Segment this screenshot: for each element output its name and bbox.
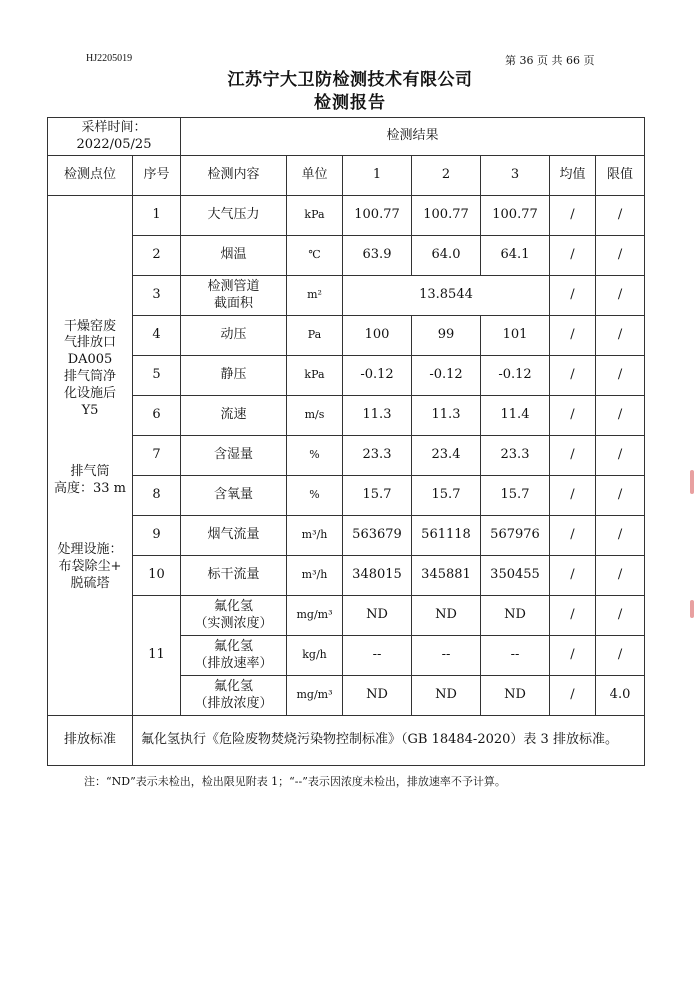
value-run2: -0.12: [412, 356, 481, 396]
value-run3: 350455: [481, 556, 550, 596]
page-number: 第 36 页 共 66 页: [505, 54, 595, 67]
report-title: 检测报告: [314, 93, 386, 113]
value-run2: 15.7: [412, 476, 481, 516]
item-name: 流速: [181, 396, 287, 436]
location-cell: [48, 196, 133, 716]
unit: ℃: [287, 236, 343, 276]
sampling-date: 2022/05/25: [76, 136, 152, 152]
value-run1: 100: [343, 316, 412, 356]
value-run1: 63.9: [343, 236, 412, 276]
value-run2: 11.3: [412, 396, 481, 436]
col-header-no: 序号: [133, 156, 181, 196]
average: /: [550, 596, 596, 636]
row-number: 11: [133, 596, 181, 716]
limit: /: [596, 556, 645, 596]
value-run2: 345881: [412, 556, 481, 596]
col-header-location: 检测点位: [48, 156, 133, 196]
limit: /: [596, 236, 645, 276]
average: /: [550, 396, 596, 436]
col-header-limit: 限值: [596, 156, 645, 196]
limit: /: [596, 196, 645, 236]
table-row: [48, 476, 645, 516]
value-run1: ND: [343, 596, 412, 636]
value-run2: ND: [412, 676, 481, 716]
limit: /: [596, 476, 645, 516]
treatment-facility: 处理设施： 布袋除尘+ 脱硫塔: [57, 541, 123, 591]
scan-mark: [690, 600, 694, 618]
average: /: [550, 436, 596, 476]
limit: /: [596, 636, 645, 676]
col-header-item: 检测内容: [181, 156, 287, 196]
value-run3: ND: [481, 676, 550, 716]
value-run1: --: [343, 636, 412, 676]
item-name: 检测管道 截面积: [181, 276, 287, 316]
value-run3: 100.77: [481, 196, 550, 236]
value-run2: 99: [412, 316, 481, 356]
unit: kPa: [287, 196, 343, 236]
value-run1: 563679: [343, 516, 412, 556]
results-label: 检测结果: [181, 118, 645, 156]
unit: m³/h: [287, 556, 343, 596]
average: /: [550, 516, 596, 556]
value-run1: 15.7: [343, 476, 412, 516]
row-number: 4: [133, 316, 181, 356]
item-name: 动压: [181, 316, 287, 356]
limit: /: [596, 596, 645, 636]
row-number: 9: [133, 516, 181, 556]
table-row: [48, 396, 645, 436]
standard-row: [48, 716, 645, 766]
col-header-unit: 单位: [287, 156, 343, 196]
row-number: 3: [133, 276, 181, 316]
average: /: [550, 676, 596, 716]
unit: mg/m³: [287, 676, 343, 716]
item-name: 含湿量: [181, 436, 287, 476]
row-number: 1: [133, 196, 181, 236]
value-run2: 100.77: [412, 196, 481, 236]
value-run2: --: [412, 636, 481, 676]
average: /: [550, 236, 596, 276]
sampling-time-cell: [48, 118, 181, 156]
value-run2: ND: [412, 596, 481, 636]
table-row: [48, 276, 645, 316]
value-run1: -0.12: [343, 356, 412, 396]
footnote: 注：“ND”表示未检出，检出限见附表 1；“--”表示因浓度未检出，排放速率不予计算。: [84, 775, 506, 788]
item-name: 大气压力: [181, 196, 287, 236]
stack-height: 排气筒 高度：33 m: [53, 463, 126, 496]
average: /: [550, 196, 596, 236]
value-run2: 561118: [412, 516, 481, 556]
sampling-time-label: 采样时间：: [81, 119, 147, 135]
column-header-row: [48, 156, 645, 196]
table-row: [48, 356, 645, 396]
limit: /: [596, 316, 645, 356]
col-header-average: 均值: [550, 156, 596, 196]
average: /: [550, 476, 596, 516]
item-name: 氟化氢 （排放浓度）: [181, 676, 287, 716]
row-number: 5: [133, 356, 181, 396]
unit: %: [287, 476, 343, 516]
table-row: [48, 196, 645, 236]
col-header-run1: 1: [343, 156, 412, 196]
value-run3: --: [481, 636, 550, 676]
limit: /: [596, 276, 645, 316]
value-run3: 11.4: [481, 396, 550, 436]
header-row-sampling: [48, 118, 645, 156]
table-row: [48, 316, 645, 356]
limit: /: [596, 436, 645, 476]
company-title: 江苏宁大卫防检测技术有限公司: [227, 70, 473, 90]
item-name: 氟化氢 （排放速率）: [181, 636, 287, 676]
value-run2: 64.0: [412, 236, 481, 276]
standard-label: 排放标准: [48, 716, 133, 766]
item-name: 静压: [181, 356, 287, 396]
limit: /: [596, 396, 645, 436]
row-number: 2: [133, 236, 181, 276]
value-run3: 23.3: [481, 436, 550, 476]
unit: %: [287, 436, 343, 476]
table-row: [48, 236, 645, 276]
unit: kg/h: [287, 636, 343, 676]
col-header-run3: 3: [481, 156, 550, 196]
unit: m²: [287, 276, 343, 316]
location-name: 干燥窑废 气排放口 DA005 排气筒净 化设施后 Y5: [63, 318, 116, 419]
item-name: 烟温: [181, 236, 287, 276]
row-number: 6: [133, 396, 181, 436]
table-row: [48, 556, 645, 596]
item-name: 标干流量: [181, 556, 287, 596]
average: /: [550, 276, 596, 316]
value-run3: -0.12: [481, 356, 550, 396]
table-row: [48, 596, 645, 636]
value-run3: 101: [481, 316, 550, 356]
average: /: [550, 316, 596, 356]
col-header-run2: 2: [412, 156, 481, 196]
table-row: [48, 436, 645, 476]
value-run3: 567976: [481, 516, 550, 556]
value-run3: 15.7: [481, 476, 550, 516]
value-run1: 23.3: [343, 436, 412, 476]
scan-mark: [690, 470, 694, 494]
limit: /: [596, 356, 645, 396]
average: /: [550, 356, 596, 396]
average: /: [550, 636, 596, 676]
table-row: [48, 516, 645, 556]
value-run1: 11.3: [343, 396, 412, 436]
row-number: 8: [133, 476, 181, 516]
unit: m³/h: [287, 516, 343, 556]
unit: kPa: [287, 356, 343, 396]
standard-text: 氟化氢执行《危险废物焚烧污染物控制标准》（GB 18484-2020）表 3 排放标准。: [133, 716, 645, 766]
value-run2: 23.4: [412, 436, 481, 476]
value-run1: ND: [343, 676, 412, 716]
row-number: 10: [133, 556, 181, 596]
results-table: [47, 117, 645, 766]
value-run3: ND: [481, 596, 550, 636]
average: /: [550, 556, 596, 596]
item-name: 含氧量: [181, 476, 287, 516]
unit: mg/m³: [287, 596, 343, 636]
item-name: 烟气流量: [181, 516, 287, 556]
limit: /: [596, 516, 645, 556]
limit: 4.0: [596, 676, 645, 716]
value-run1: 348015: [343, 556, 412, 596]
item-name: 氟化氢 （实测浓度）: [181, 596, 287, 636]
value-run3: 64.1: [481, 236, 550, 276]
row-number: 7: [133, 436, 181, 476]
unit: Pa: [287, 316, 343, 356]
merged-value: 13.8544: [343, 276, 550, 316]
unit: m/s: [287, 396, 343, 436]
report-id: HJ2205019: [86, 53, 133, 64]
value-run1: 100.77: [343, 196, 412, 236]
